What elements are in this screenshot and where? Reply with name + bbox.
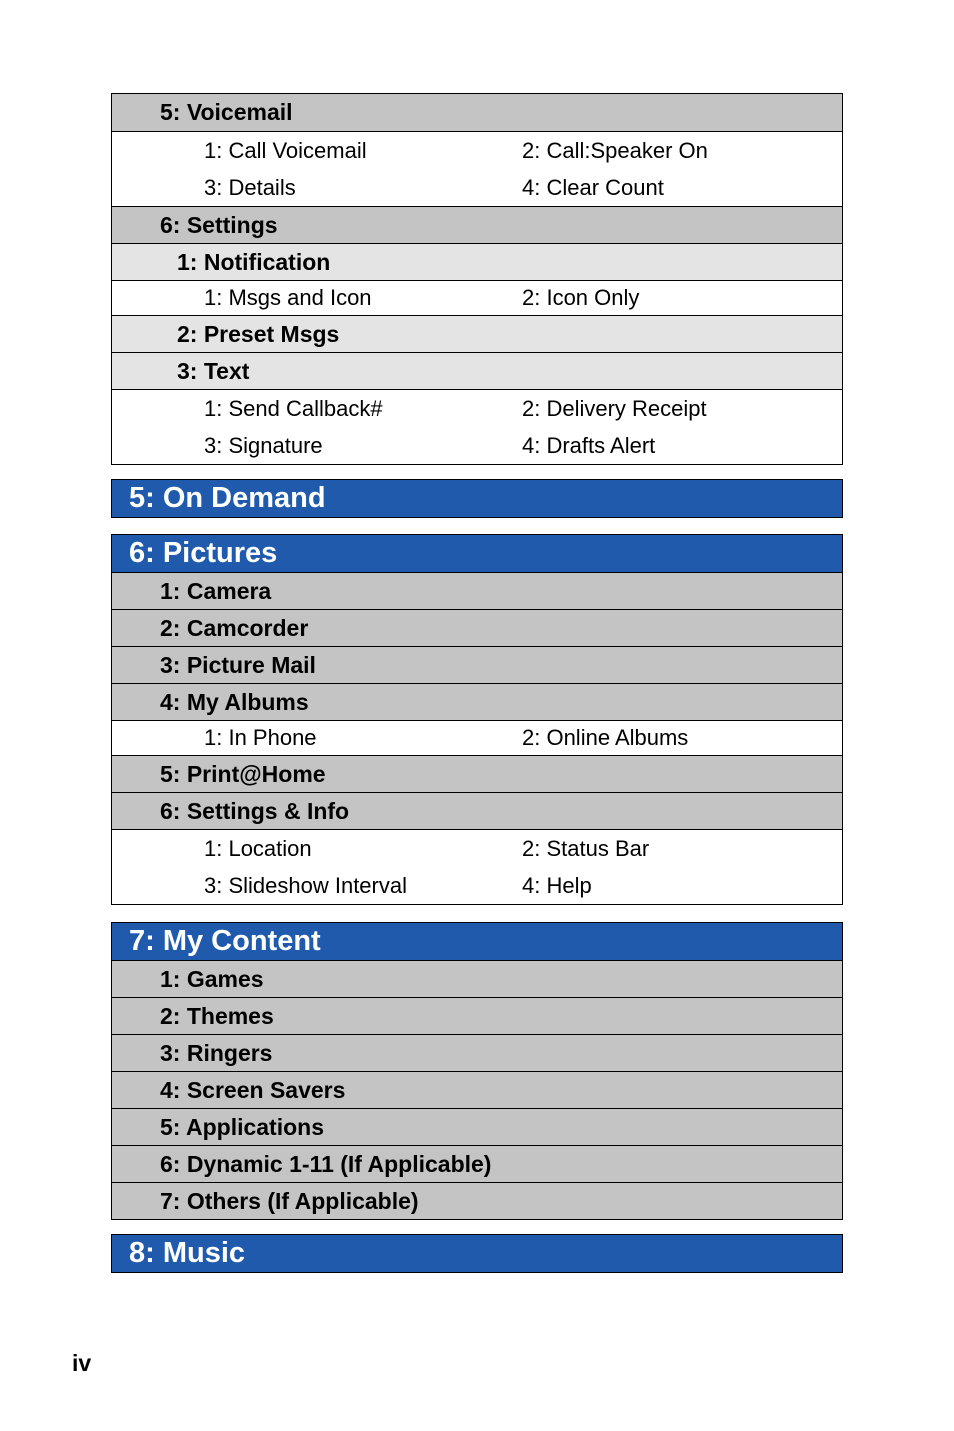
page-number: iv	[72, 1350, 92, 1376]
submenu-row	[112, 281, 842, 315]
my-content-table	[111, 922, 843, 1220]
menu-item-camera: 1: Camera	[112, 572, 842, 609]
submenu-item: 1: Location	[204, 835, 312, 861]
section-header-on-demand: 5: On Demand	[112, 480, 842, 517]
submenu-item: 1: Send Callback#	[204, 395, 383, 421]
submenu-row	[112, 427, 842, 464]
voicemail-settings-table	[111, 93, 843, 465]
submenu-item: 3: Signature	[204, 432, 323, 458]
menu-item-settings-info: 6: Settings & Info	[112, 792, 842, 829]
submenu-item: 2: Delivery Receipt	[522, 395, 707, 421]
submenu-item: 2: Online Albums	[522, 725, 689, 750]
submenu-row	[112, 132, 842, 169]
on-demand-table	[111, 479, 843, 518]
submenu-row	[112, 721, 842, 755]
submenu-item: 3: Details	[204, 174, 296, 200]
menu-item-voicemail: 5: Voicemail	[112, 94, 842, 131]
submenu-item: 4: Clear Count	[522, 174, 664, 200]
submenu-item: 1: In Phone	[204, 725, 317, 750]
pictures-table	[111, 534, 843, 905]
menu-item-print-home: 5: Print@Home	[112, 755, 842, 792]
submenu-row	[112, 830, 842, 867]
menu-item-ringers: 3: Ringers	[112, 1034, 842, 1071]
menu-item-preset-msgs: 2: Preset Msgs	[112, 315, 842, 352]
submenu-item: 4: Drafts Alert	[522, 432, 656, 458]
submenu-item: 2: Status Bar	[522, 835, 650, 861]
menu-item-games: 1: Games	[112, 960, 842, 997]
submenu-row	[112, 867, 842, 904]
submenu-item: 2: Call:Speaker On	[522, 137, 708, 163]
notification-submenu	[112, 280, 842, 315]
submenu-row	[112, 390, 842, 427]
music-table	[111, 1234, 843, 1273]
submenu-item: 4: Help	[522, 872, 592, 898]
section-header-pictures: 6: Pictures	[112, 535, 842, 572]
menu-item-settings: 6: Settings	[112, 206, 842, 243]
submenu-item: 2: Icon Only	[522, 285, 640, 310]
section-header-my-content: 7: My Content	[112, 923, 842, 960]
my-albums-submenu	[112, 720, 842, 755]
settings-info-submenu	[112, 829, 842, 904]
menu-item-others: 7: Others (If Applicable)	[112, 1182, 842, 1219]
submenu-row	[112, 169, 842, 206]
voicemail-submenu	[112, 131, 842, 206]
menu-item-my-albums: 4: My Albums	[112, 683, 842, 720]
submenu-item: 1: Msgs and Icon	[204, 285, 372, 310]
menu-item-text: 3: Text	[112, 352, 842, 389]
menu-item-notification: 1: Notification	[112, 243, 842, 280]
menu-item-dynamic: 6: Dynamic 1-11 (If Applicable)	[112, 1145, 842, 1182]
menu-item-themes: 2: Themes	[112, 997, 842, 1034]
section-header-music: 8: Music	[112, 1235, 842, 1272]
menu-item-picture-mail: 3: Picture Mail	[112, 646, 842, 683]
submenu-item: 3: Slideshow Interval	[204, 872, 407, 898]
menu-item-camcorder: 2: Camcorder	[112, 609, 842, 646]
text-submenu	[112, 389, 842, 464]
menu-item-screen-savers: 4: Screen Savers	[112, 1071, 842, 1108]
submenu-item: 1: Call Voicemail	[204, 137, 367, 163]
menu-item-applications: 5: Applications	[112, 1108, 842, 1145]
